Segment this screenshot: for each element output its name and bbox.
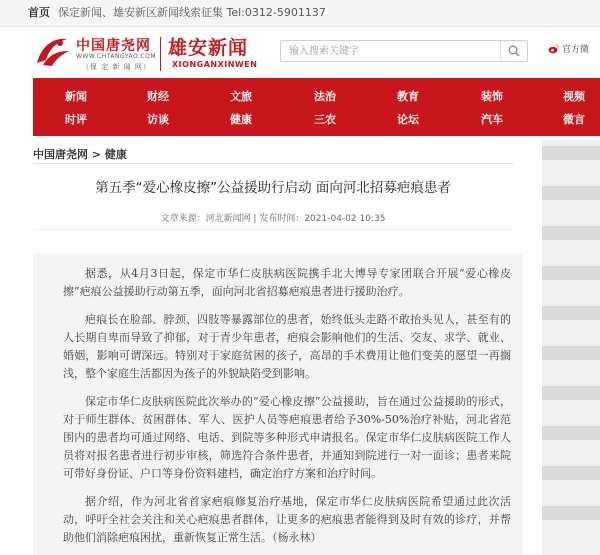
article-paragraph: 据介绍，作为河北省首家疤痕修复治疗基地，保定市华仁皮肤病医院希望通过此次活动，呼吁全社会关注和关心疤痕患者群体，让更多的疤痕患者能得到及时有效的诊疗，并帮助他们消除疤痕困扰，重新恢复正常生活。（杨永林） [63, 495, 511, 544]
logo-emblem-icon[interactable] [33, 33, 71, 69]
official-weibo-label: 官方微 [562, 45, 590, 55]
nav-item-agriculture[interactable]: 三农 [314, 113, 336, 126]
meta-divider [33, 229, 513, 230]
weibo-icon [548, 44, 559, 54]
logo-tagline: （保 定 新 闻 网） [82, 63, 151, 71]
nav-column-culture [214, 78, 268, 136]
nav-column-education [381, 78, 435, 136]
logo-name: 中国唐尧网 [76, 38, 151, 54]
article-meta: 文章来源：河北新闻网 | 发布时间：2021-04-02 10:35 [160, 214, 386, 224]
article-title: 第五季“爱心橡皮擦”公益援助行启动 面向河北招募疤痕患者 [95, 180, 451, 196]
article-paragraph: 据悉，从4月3日起，保定市华仁皮肤病医院携手北大博导专家团联合开展“爱心橡皮擦”疤痕公益援助行动第五季，面向河北省招募疤痕患者进行援助治疗。 [63, 267, 511, 298]
breadcrumb[interactable]: 中国唐尧网 > 健康 [33, 148, 127, 161]
nav-column-law [298, 78, 352, 136]
site-header [0, 27, 600, 77]
nav-item-auto[interactable]: 汽车 [481, 113, 503, 126]
search-input[interactable] [281, 41, 509, 61]
xiongan-news-en: XIONGANXINWEN [172, 60, 258, 69]
news-tip-notice: 保定新闻、雄安新区新闻线索征集 Tel:0312-5901137 [58, 6, 326, 19]
nav-item-video[interactable]: 视频 [563, 90, 585, 103]
nav-item-microblog[interactable]: 微言 [563, 113, 585, 126]
home-link[interactable]: 首页 [28, 6, 50, 19]
nav-column-news [49, 78, 103, 136]
nav-column-video [547, 78, 600, 136]
nav-item-health[interactable]: 健康 [230, 113, 252, 126]
xiongan-news-title[interactable]: 雄安新闻 [168, 37, 249, 59]
search-box [280, 40, 528, 62]
nav-column-decoration [465, 78, 519, 136]
article-paragraph: 保定市华仁皮肤病医院此次举办的“爱心橡皮擦”公益援助，旨在通过公益援助的形式，对于师生群体、贫困群体、军人、医护人员等疤痕患者给予30%-50%治疗补贴，河北省范围内的患者均可通过网络、电话、到院等多种形式申请报名。保定市华仁皮肤病医院工作人员将对报名患者进行初步审核，筛选符合条件患者，并通知到院进行一对一面诊；患者来院可带好身份证、户口等身份资料建档，确定治疗方案和治疗时间。 [63, 395, 511, 480]
search-button[interactable] [500, 41, 527, 61]
sidebar-ad-area [542, 140, 600, 555]
logo-divider [160, 37, 161, 71]
nav-item-culture-travel[interactable]: 文旅 [230, 90, 252, 103]
top-strip [0, 0, 600, 27]
nav-item-interview[interactable]: 访谈 [147, 113, 169, 126]
search-icon [508, 45, 520, 57]
nav-item-news[interactable]: 新闻 [65, 90, 87, 103]
nav-item-finance[interactable]: 财经 [147, 90, 169, 103]
nav-item-forum[interactable]: 论坛 [397, 113, 419, 126]
main-nav [33, 78, 600, 136]
nav-item-decoration[interactable]: 装饰 [481, 90, 503, 103]
nav-item-education[interactable]: 教育 [397, 90, 419, 103]
breadcrumb-divider [33, 163, 513, 164]
nav-item-commentary[interactable]: 时评 [65, 113, 87, 126]
official-weibo-link[interactable] [548, 42, 589, 55]
logo-domain: WWW.CHTANGYAO.COM [76, 53, 157, 60]
article-paragraph: 疤痕长在脸部、脖颈、四肢等暴露部位的患者，始终低头走路不敢抬头见人，甚至有的人长期自卑而导致了抑郁，对于青少年患者，疤痕会影响他们的生活、交友、求学、就业、婚姻，影响可谓深远。特别对于家庭贫困的孩子，高昂的手术费用让他们变美的愿望一再搁浅，整个家庭生活都因为孩子的外貌缺陷受到影响。 [63, 313, 511, 380]
article-body [33, 253, 523, 555]
nav-item-law[interactable]: 法治 [314, 90, 336, 103]
nav-column-finance [131, 78, 185, 136]
